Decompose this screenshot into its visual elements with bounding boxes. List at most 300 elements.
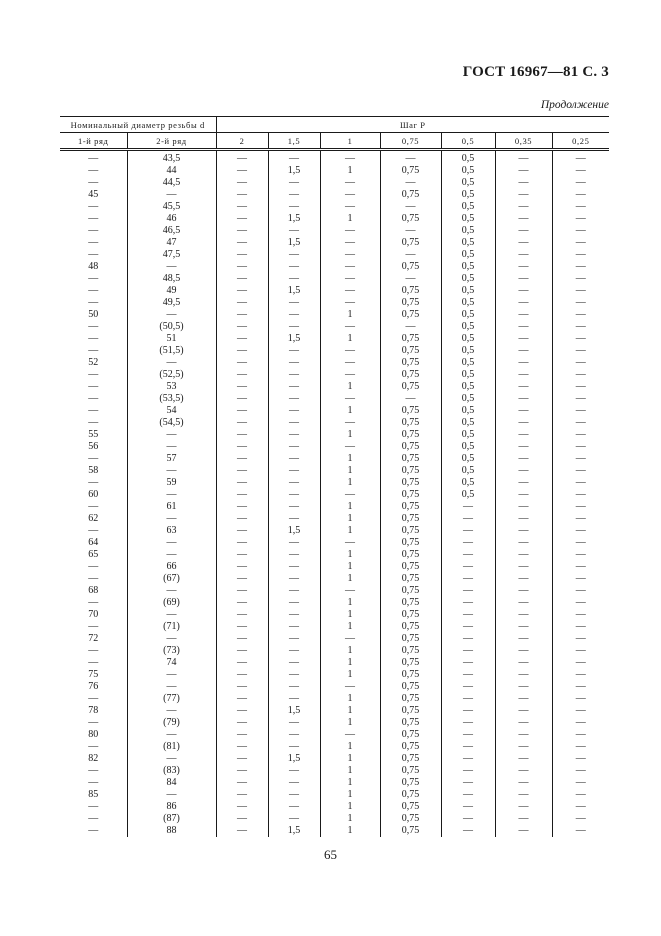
table-cell: 1: [320, 524, 380, 536]
table-cell: —: [216, 549, 268, 561]
table-row: [60, 344, 609, 356]
table-row: [60, 440, 609, 452]
table-row: [60, 284, 609, 296]
table-row: [60, 416, 609, 428]
table-cell: 0,5: [441, 200, 495, 212]
table-cell: 0,5: [441, 320, 495, 332]
table-cell: —: [380, 272, 441, 284]
table-cell: —: [216, 741, 268, 753]
table-cell: —: [127, 428, 216, 440]
table-cell: 0,75: [380, 813, 441, 825]
table-cell: —: [320, 356, 380, 368]
table-cell: —: [552, 609, 609, 621]
table-cell: 70: [88, 609, 99, 621]
table-cell: 0,75: [380, 368, 441, 380]
table-cell: 46: [127, 212, 216, 224]
table-cell: 0,75: [380, 681, 441, 693]
table-cell: —: [552, 729, 609, 741]
table-row: [60, 645, 609, 657]
table-cell: 76: [88, 681, 99, 693]
table-cell: —: [552, 524, 609, 536]
table-row: [60, 524, 609, 536]
column-header: 0,5: [441, 133, 495, 150]
table-cell: 0,75: [380, 741, 441, 753]
table-cell: 0,5: [441, 368, 495, 380]
table-cell: —: [268, 777, 320, 789]
table-cell: —: [216, 248, 268, 260]
table-row: [60, 404, 609, 416]
table-cell: —: [127, 537, 216, 549]
table-cell: —: [552, 681, 609, 693]
table-cell: —: [380, 392, 441, 404]
table-cell: —: [268, 573, 320, 585]
table-cell: 0,75: [380, 633, 441, 645]
column-header: 1,5: [268, 133, 320, 150]
table-cell: 0,75: [380, 825, 441, 837]
table-cell: —: [268, 537, 320, 549]
table-cell: 0,5: [441, 452, 495, 464]
table-cell: —: [268, 657, 320, 669]
table-cell: —: [495, 452, 552, 464]
table-cell: 1,5: [268, 164, 320, 176]
table-cell: —: [88, 825, 99, 837]
table-cell: —: [495, 344, 552, 356]
table-row: [60, 597, 609, 609]
table-cell: 1: [320, 452, 380, 464]
table-cell: —: [88, 621, 99, 633]
table-cell: 0,75: [380, 669, 441, 681]
table-cell: —: [268, 260, 320, 272]
table-cell: 52: [88, 356, 99, 368]
table-cell: —: [495, 150, 552, 165]
table-cell: —: [216, 236, 268, 248]
table-row: [60, 789, 609, 801]
table-row: [60, 452, 609, 464]
table-cell: 0,75: [380, 428, 441, 440]
table-cell: —: [127, 585, 216, 597]
table-cell: 51: [127, 332, 216, 344]
table-cell: 0,5: [441, 176, 495, 188]
table-cell: —: [268, 416, 320, 428]
table-cell: —: [441, 705, 495, 717]
table-cell: —: [495, 717, 552, 729]
table-cell: 1: [320, 753, 380, 765]
table-cell: 1: [320, 428, 380, 440]
table-cell: —: [441, 801, 495, 813]
table-cell: 60: [88, 488, 99, 500]
table-cell: —: [495, 332, 552, 344]
table-cell: —: [216, 380, 268, 392]
table-cell: —: [552, 248, 609, 260]
table-cell: —: [495, 633, 552, 645]
table-cell: —: [216, 452, 268, 464]
table-cell: —: [495, 392, 552, 404]
table-cell: —: [320, 585, 380, 597]
table-cell: (81): [127, 741, 216, 753]
table-cell: —: [268, 296, 320, 308]
table-cell: —: [495, 801, 552, 813]
table-cell: —: [268, 681, 320, 693]
table-cell: 0,75: [380, 452, 441, 464]
table-cell: —: [320, 392, 380, 404]
table-cell: —: [216, 416, 268, 428]
table-cell: 1: [320, 164, 380, 176]
table-cell: —: [216, 789, 268, 801]
table-cell: —: [88, 561, 99, 573]
table-cell: —: [216, 164, 268, 176]
table-cell: —: [441, 524, 495, 536]
table-cell: —: [268, 248, 320, 260]
table-row: [60, 681, 609, 693]
table-cell: —: [495, 188, 552, 200]
table-cell: —: [495, 236, 552, 248]
table-cell: 68: [88, 585, 99, 597]
table-cell: —: [495, 416, 552, 428]
table-cell: (71): [127, 621, 216, 633]
table-cell: —: [552, 212, 609, 224]
table-row: [60, 801, 609, 813]
table-cell: 50: [88, 308, 99, 320]
table-cell: 0,5: [441, 224, 495, 236]
table-cell: —: [552, 549, 609, 561]
header-group-row: [60, 117, 609, 133]
table-cell: —: [216, 669, 268, 681]
table-cell: (77): [127, 693, 216, 705]
table-cell: —: [268, 464, 320, 476]
table-cell: —: [495, 705, 552, 717]
table-cell: —: [88, 380, 99, 392]
table-cell: —: [216, 681, 268, 693]
table-cell: (52,5): [127, 368, 216, 380]
table-cell: 63: [127, 524, 216, 536]
table-cell: —: [552, 657, 609, 669]
table-cell: —: [495, 296, 552, 308]
table-cell: —: [268, 188, 320, 200]
table-cell: 0,5: [441, 236, 495, 248]
table-cell: —: [495, 212, 552, 224]
table-cell: 1,5: [268, 825, 320, 837]
table-cell: —: [216, 524, 268, 536]
table-cell: 1: [320, 645, 380, 657]
table-cell: 0,5: [441, 416, 495, 428]
table-cell: —: [216, 428, 268, 440]
table-cell: —: [268, 585, 320, 597]
table-cell: 1: [320, 404, 380, 416]
table-cell: 54: [127, 404, 216, 416]
table-row: [60, 549, 609, 561]
table-cell: —: [552, 224, 609, 236]
table-cell: 0,75: [380, 657, 441, 669]
table-cell: 0,75: [380, 164, 441, 176]
table-cell: 0,5: [441, 150, 495, 165]
column-header-row: [60, 133, 609, 150]
table-cell: —: [495, 789, 552, 801]
table-cell: —: [216, 633, 268, 645]
table-cell: —: [495, 645, 552, 657]
table-cell: —: [441, 669, 495, 681]
table-cell: —: [216, 464, 268, 476]
table-row: [60, 753, 609, 765]
table-cell: 0,75: [380, 332, 441, 344]
table-cell: —: [268, 272, 320, 284]
table-cell: —: [495, 500, 552, 512]
table-cell: 0,5: [441, 344, 495, 356]
table-cell: —: [552, 633, 609, 645]
table-cell: —: [495, 428, 552, 440]
table-cell: 0,5: [441, 380, 495, 392]
table-cell: (51,5): [127, 344, 216, 356]
table-row: [60, 308, 609, 320]
table-cell: —: [268, 368, 320, 380]
table-row: [60, 356, 609, 368]
table-cell: —: [216, 645, 268, 657]
table-cell: 1: [320, 657, 380, 669]
table-cell: 0,75: [380, 524, 441, 536]
table-cell: —: [495, 729, 552, 741]
table-cell: —: [552, 150, 609, 165]
table-cell: —: [495, 561, 552, 573]
table-cell: —: [552, 693, 609, 705]
table-cell: 0,5: [441, 392, 495, 404]
table-cell: 0,75: [380, 777, 441, 789]
table-cell: 1: [320, 464, 380, 476]
table-cell: —: [268, 801, 320, 813]
table-cell: —: [552, 500, 609, 512]
table-cell: 80: [88, 729, 99, 741]
table-cell: —: [320, 440, 380, 452]
table-cell: 0,5: [441, 428, 495, 440]
table-cell: —: [552, 488, 609, 500]
table-cell: —: [441, 573, 495, 585]
table-cell: 0,75: [380, 537, 441, 549]
table-cell: —: [216, 296, 268, 308]
table-cell: —: [495, 512, 552, 524]
table-cell: —: [216, 512, 268, 524]
table-cell: 1: [320, 573, 380, 585]
pitch-header: Шаг P: [216, 117, 609, 133]
table-cell: —: [216, 476, 268, 488]
table-cell: —: [552, 585, 609, 597]
table-cell: —: [495, 368, 552, 380]
table-cell: 1: [320, 741, 380, 753]
table-cell: —: [320, 729, 380, 741]
table-cell: —: [495, 621, 552, 633]
table-cell: —: [216, 224, 268, 236]
table-cell: 0,5: [441, 308, 495, 320]
table-cell: —: [495, 260, 552, 272]
table-cell: 66: [127, 561, 216, 573]
table-cell: 0,75: [380, 188, 441, 200]
table-row: [60, 585, 609, 597]
table-row: [60, 693, 609, 705]
table-cell: —: [320, 236, 380, 248]
table-cell: —: [216, 801, 268, 813]
table-cell: —: [495, 200, 552, 212]
table-cell: 0,75: [380, 585, 441, 597]
table-cell: —: [127, 188, 216, 200]
table-cell: 1: [320, 789, 380, 801]
table-row: [60, 621, 609, 633]
table-cell: —: [127, 669, 216, 681]
table-cell: —: [552, 320, 609, 332]
table-row: [60, 609, 609, 621]
table-cell: —: [216, 368, 268, 380]
table-cell: —: [88, 320, 99, 332]
table-cell: —: [216, 488, 268, 500]
table-cell: —: [441, 789, 495, 801]
table-cell: —: [268, 561, 320, 573]
table-cell: —: [495, 597, 552, 609]
table-cell: 0,75: [380, 512, 441, 524]
table-cell: —: [216, 717, 268, 729]
table-cell: —: [127, 609, 216, 621]
table-cell: —: [441, 765, 495, 777]
table-row: [60, 825, 609, 837]
table-cell: —: [495, 380, 552, 392]
table-cell: 1,5: [268, 212, 320, 224]
table-cell: 48,5: [127, 272, 216, 284]
table-cell: —: [127, 488, 216, 500]
table-cell: 82: [88, 753, 99, 765]
table-cell: 0,75: [380, 753, 441, 765]
table-cell: 0,75: [380, 549, 441, 561]
table-cell: —: [216, 332, 268, 344]
table-cell: (54,5): [127, 416, 216, 428]
table-cell: 0,75: [380, 464, 441, 476]
table-cell: —: [88, 236, 99, 248]
table-cell: —: [88, 777, 99, 789]
table-cell: 1,5: [268, 284, 320, 296]
table-cell: —: [216, 825, 268, 837]
table-cell: —: [380, 150, 441, 165]
table-cell: —: [216, 537, 268, 549]
table-cell: (50,5): [127, 320, 216, 332]
table-cell: —: [495, 308, 552, 320]
table-cell: 0,75: [380, 573, 441, 585]
table-cell: —: [268, 380, 320, 392]
table-cell: (53,5): [127, 392, 216, 404]
table-cell: —: [320, 488, 380, 500]
table-cell: —: [441, 621, 495, 633]
table-cell: 1: [320, 669, 380, 681]
table-cell: —: [552, 476, 609, 488]
table-cell: —: [88, 152, 99, 164]
table-cell: —: [268, 392, 320, 404]
table-cell: 1: [320, 476, 380, 488]
table-cell: —: [268, 452, 320, 464]
table-cell: —: [495, 825, 552, 837]
table-cell: —: [88, 657, 99, 669]
table-row: [60, 657, 609, 669]
table-cell: 78: [88, 705, 99, 717]
table-cell: —: [552, 236, 609, 248]
table-cell: —: [88, 200, 99, 212]
table-cell: —: [441, 633, 495, 645]
table-cell: —: [127, 260, 216, 272]
table-cell: 49,5: [127, 296, 216, 308]
table-cell: —: [127, 440, 216, 452]
table-cell: —: [320, 150, 380, 165]
table-cell: —: [495, 753, 552, 765]
table-cell: —: [552, 308, 609, 320]
table-cell: —: [552, 777, 609, 789]
table-cell: —: [552, 260, 609, 272]
table-cell: —: [320, 176, 380, 188]
table-cell: —: [268, 308, 320, 320]
table-row: [60, 392, 609, 404]
table-cell: —: [320, 188, 380, 200]
table-cell: —: [88, 765, 99, 777]
table-cell: —: [441, 717, 495, 729]
table-cell: —: [127, 753, 216, 765]
table-cell: 0,75: [380, 344, 441, 356]
table-cell: —: [552, 332, 609, 344]
table-cell: —: [320, 284, 380, 296]
table-cell: 0,75: [380, 597, 441, 609]
column-header: 1-й ряд: [60, 133, 127, 150]
table-cell: 0,75: [380, 416, 441, 428]
table-cell: —: [441, 729, 495, 741]
table-cell: —: [268, 609, 320, 621]
table-cell: —: [268, 344, 320, 356]
table-cell: —: [380, 176, 441, 188]
table-cell: —: [495, 464, 552, 476]
table-cell: 1: [320, 693, 380, 705]
table-row: [60, 476, 609, 488]
table-cell: —: [552, 705, 609, 717]
table-cell: —: [320, 681, 380, 693]
table-cell: 0,5: [441, 356, 495, 368]
table-cell: —: [216, 260, 268, 272]
table-cell: —: [320, 320, 380, 332]
table-cell: 0,75: [380, 609, 441, 621]
nominal-diameter-header: Номинальный диаметр резьбы d: [60, 117, 216, 133]
table-cell: 0,75: [380, 765, 441, 777]
table-cell: —: [88, 284, 99, 296]
table-cell: —: [552, 825, 609, 837]
table-cell: —: [88, 164, 99, 176]
table-cell: —: [268, 150, 320, 165]
table-cell: —: [552, 537, 609, 549]
table-cell: 1: [320, 549, 380, 561]
table-cell: —: [380, 248, 441, 260]
table-cell: 1: [320, 777, 380, 789]
table-cell: —: [495, 573, 552, 585]
page-number: 65: [324, 847, 337, 862]
table-cell: —: [88, 404, 99, 416]
table-cell: 0,75: [380, 308, 441, 320]
table-cell: —: [216, 272, 268, 284]
table-cell: —: [88, 176, 99, 188]
table-cell: —: [320, 296, 380, 308]
table-cell: 59: [127, 476, 216, 488]
table-cell: —: [552, 597, 609, 609]
table-cell: —: [495, 609, 552, 621]
table-cell: 0,5: [441, 332, 495, 344]
column-header: 1: [320, 133, 380, 150]
table-row: [60, 705, 609, 717]
table-cell: —: [268, 789, 320, 801]
table-cell: —: [268, 440, 320, 452]
table-cell: —: [552, 188, 609, 200]
table-cell: —: [495, 488, 552, 500]
table-cell: —: [552, 512, 609, 524]
table-cell: —: [127, 729, 216, 741]
table-cell: —: [88, 248, 99, 260]
table-cell: 0,5: [441, 260, 495, 272]
table-body: [60, 150, 609, 837]
table-cell: —: [552, 813, 609, 825]
